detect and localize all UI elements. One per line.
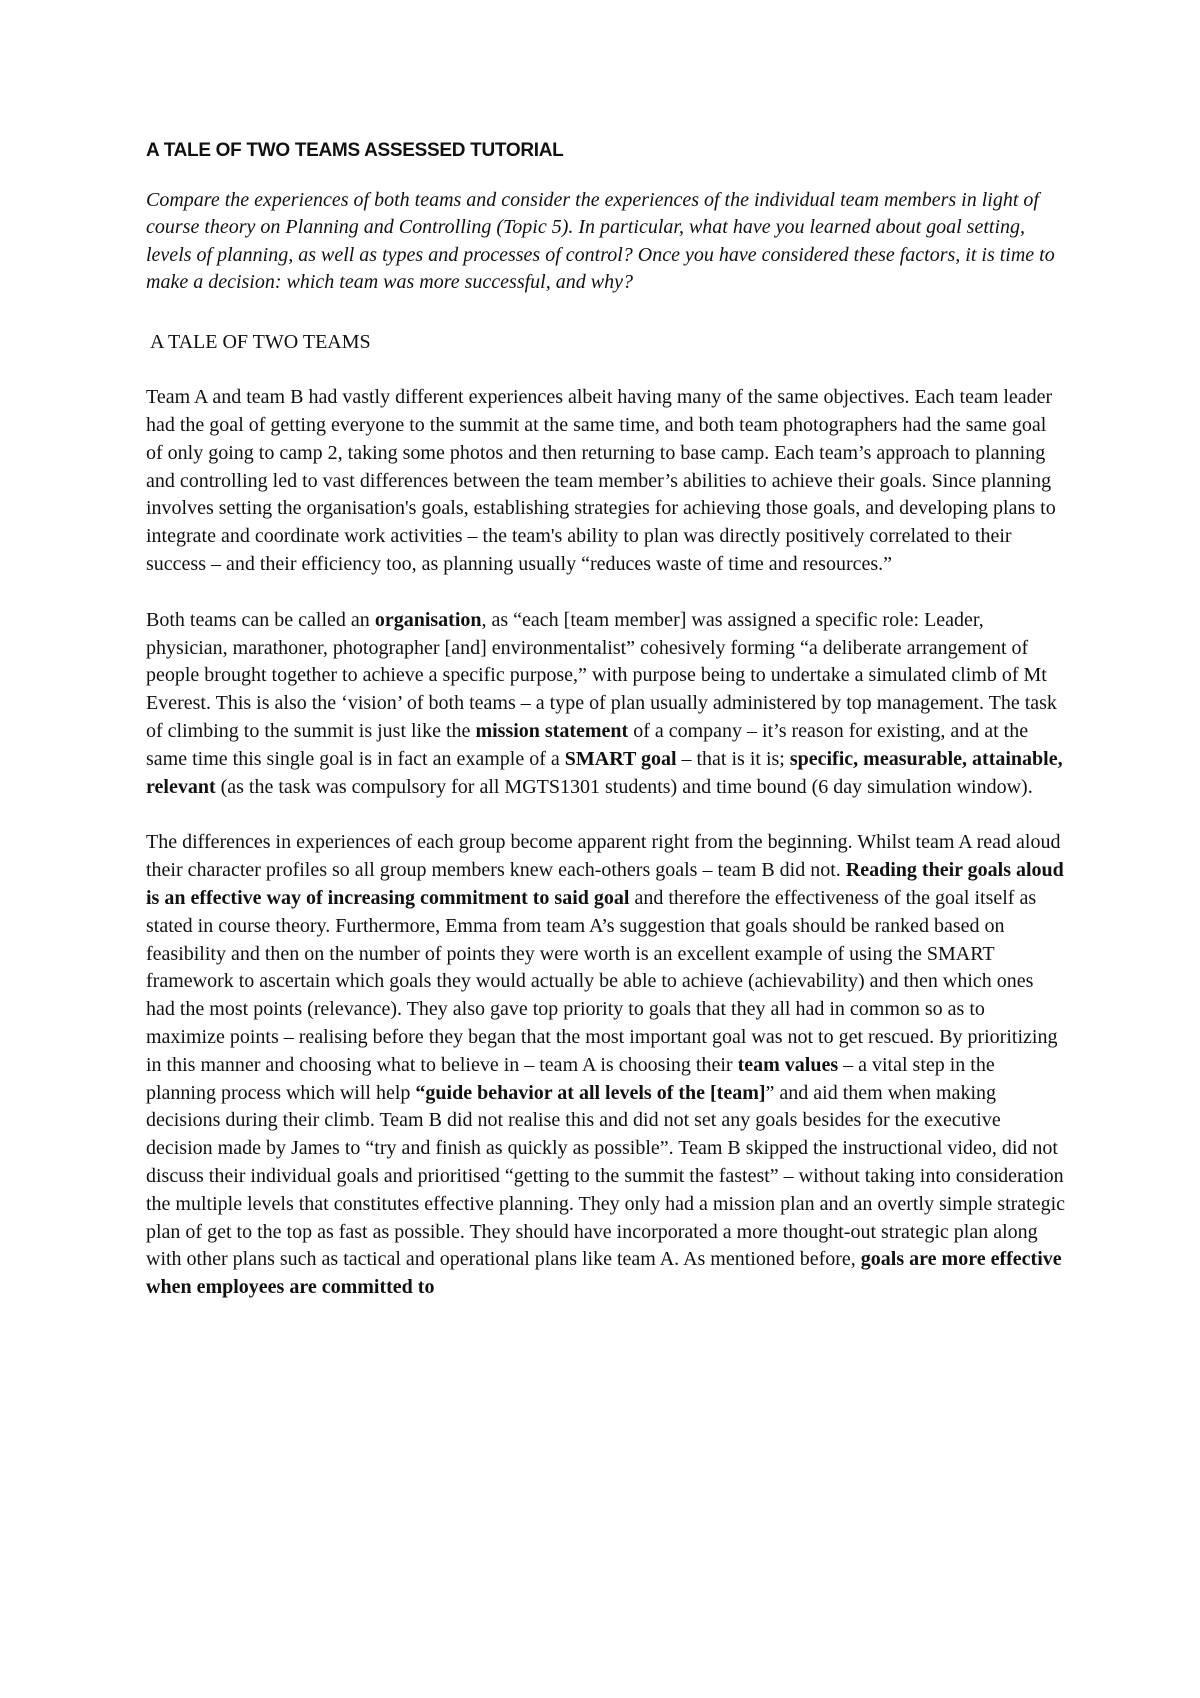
essay-title: A TALE OF TWO TEAMS bbox=[150, 330, 371, 353]
text-run: of a company – it’s reason for existing, and at the same time this single goal is in fact an example of a bbox=[146, 720, 1029, 770]
text-run: The differences in experiences of each group become apparent right from the beginning. Whilst team A read aloud their character profiles so all group members knew each-others goals – team B did not. bbox=[146, 831, 1061, 882]
text-run: – that is it is; bbox=[676, 747, 790, 770]
document-title: A TALE OF TWO TEAMS ASSESSED TUTORIAL bbox=[146, 140, 564, 161]
bold-text: “guide behavior at all levels of the [team] bbox=[415, 1081, 766, 1104]
bold-text: organisation bbox=[374, 608, 482, 631]
document-page bbox=[146, 140, 1066, 1330]
essay-body bbox=[146, 384, 1066, 1302]
bold-text: SMART goal bbox=[564, 747, 677, 770]
bold-text: mission statement bbox=[475, 720, 629, 743]
text-run: Team A and team B had vastly different experiences albeit having many of the same objectives. Each team leader had the goal of getting everyone to the summit at the same time, and both team photographers had the same goal of only going to camp 2, taking some photos and then returning to base camp. Each team’s approach to planning and controlling led to vast differences between the team member’s abilities to achieve their goals. Since planning involves setting the organisation's goals, establishing strategies for achieving those goals, and developing plans to integrate and coordinate work activities – the team's ability to plan was directly positively correlated to their success – and their efficiency too, as planning usually “reduces waste of time and resources.” bbox=[146, 386, 1056, 576]
body-paragraph bbox=[146, 607, 1066, 802]
tutorial-prompt: Compare the experiences of both teams and consider the experiences of the individual team members in light of course theory on Planning and Controlling (Topic 5). In particular, what have you learned about goal setting, levels of planning, as well as types and processes of control? Once you have considered these factors, it is time to make a decision: which team was more successful, and why? bbox=[146, 188, 1055, 294]
text-run: – a vital step in the planning process which will help bbox=[146, 1053, 995, 1104]
body-paragraph bbox=[146, 384, 1066, 579]
text-run: (as the task was compulsory for all MGTS1301 students) and time bound (6 day simulation window). bbox=[215, 775, 1033, 798]
text-run: , as “each [team member] was assigned a specific role: Leader, physician, marathoner, photographer [and] environmentalist” cohesively forming “a deliberate arrangement of people brought together to achieve a specific purpose,” with purpose being to undertake a simulated climb of Mt Everest. This is also the ‘vision’ of both teams – a type of plan usually administered by top management. The task of climbing to the summit is just like the bbox=[146, 608, 1057, 743]
bold-text: Reading their goals aloud is an effective way of increasing commitment to said goal bbox=[146, 859, 1064, 910]
bold-text: goals are more effective when employees are committed to bbox=[146, 1248, 1062, 1299]
bold-text: team values bbox=[737, 1053, 839, 1076]
bold-text: specific, measurable, attainable, relevant bbox=[146, 747, 1063, 798]
body-paragraph bbox=[146, 829, 1066, 1302]
text-run: ” and aid them when making decisions during their climb. Team B did not realise this and did not set any goals besides for the executive decision made by James to “try and finish as quickly as possible”. Team B skipped the instructional video, did not discuss their individual goals and prioritised “getting to the summit the fastest” – without taking into consideration the multiple levels that constitutes effective planning. They only had a mission plan and an overtly simple strategic plan of get to the top as fast as possible. They should have incorporated a more thought-out strategic plan along with other plans such as tactical and operational plans like team A. As mentioned before, bbox=[146, 1081, 1066, 1271]
text-run: and therefore the effectiveness of the goal itself as stated in course theory. Furthermore, Emma from team A’s suggestion that goals should be ranked based on feasibility and then on the number of points they were worth is an excellent example of using the SMART framework to ascertain which goals they would actually be able to achieve (achievability) and then which ones had the most points (relevance). They also gave top priority to goals that they all had in common so as to maximize points – realising before they began that the most important goal was not to get rescued. By prioritizing in this manner and choosing what to believe in – team A is choosing their bbox=[146, 887, 1058, 1076]
text-run: Both teams can be called an bbox=[146, 608, 375, 631]
